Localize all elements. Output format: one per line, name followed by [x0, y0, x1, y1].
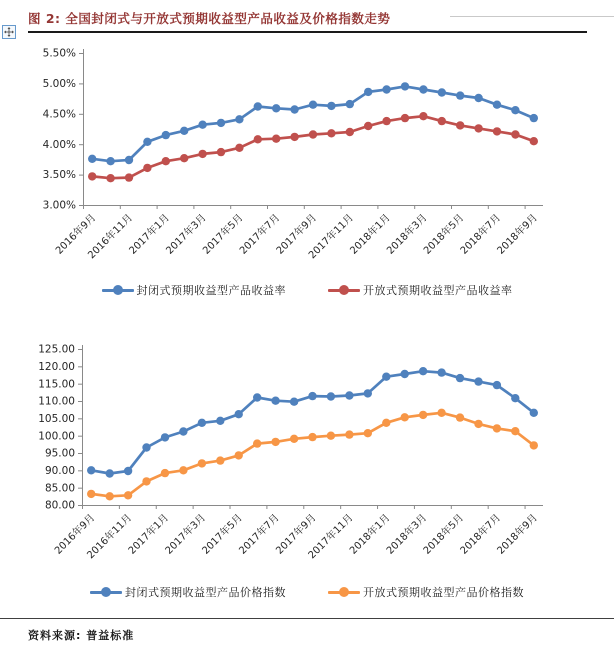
- data-point-marker: [382, 85, 390, 93]
- closed-price-marker-icon: [90, 591, 122, 594]
- data-point-marker: [309, 101, 317, 109]
- x-tick-label: 2017年3月: [164, 212, 209, 257]
- axes: [82, 345, 543, 506]
- data-point-marker: [382, 373, 390, 381]
- data-point-marker: [364, 88, 372, 96]
- data-point-marker: [179, 427, 187, 435]
- data-point-marker: [106, 174, 114, 182]
- data-point-marker: [437, 368, 445, 376]
- data-point-marker: [216, 456, 224, 464]
- x-tick-label: 2017年9月: [274, 512, 319, 557]
- open-price-marker-icon: [328, 591, 360, 594]
- y-tick-label: 85.00: [44, 482, 75, 495]
- data-point-marker: [235, 144, 243, 152]
- page-title: 图 2: 全国封闭式与开放式预期收益型产品收益及价格指数走势: [28, 11, 391, 26]
- data-point-marker: [511, 394, 519, 402]
- data-point-marker: [308, 433, 316, 441]
- x-tick-label: 2017年11月: [306, 212, 356, 262]
- data-point-marker: [162, 157, 170, 165]
- x-tick-label: 2018年9月: [495, 212, 540, 257]
- data-point-marker: [179, 466, 187, 474]
- closed-yield-marker-icon: [102, 289, 134, 292]
- series-0: [88, 82, 538, 165]
- data-point-marker: [437, 409, 445, 417]
- data-point-marker: [308, 392, 316, 400]
- y-tick-label: 90.00: [44, 464, 75, 477]
- legend-item-closed-yield: [102, 282, 287, 298]
- legend-label: 封闭式预期收益型产品收益率: [136, 284, 286, 297]
- data-point-marker: [272, 135, 280, 143]
- data-point-marker: [327, 432, 335, 440]
- data-point-marker: [346, 100, 354, 108]
- data-point-marker: [364, 429, 372, 437]
- data-point-marker: [493, 424, 501, 432]
- data-point-marker: [235, 451, 243, 459]
- y-tick-label: 4.00%: [42, 138, 76, 151]
- data-point-marker: [235, 410, 243, 418]
- y-tick-label: 4.50%: [42, 108, 76, 121]
- data-point-marker: [125, 156, 133, 164]
- data-point-marker: [530, 137, 538, 145]
- data-point-marker: [217, 119, 225, 127]
- data-point-marker: [106, 469, 114, 477]
- data-point-marker: [216, 417, 224, 425]
- data-point-marker: [456, 374, 464, 382]
- data-point-marker: [345, 430, 353, 438]
- y-tick-label: 5.50%: [42, 47, 76, 60]
- data-point-marker: [419, 367, 427, 375]
- data-point-marker: [254, 135, 262, 143]
- data-point-marker: [382, 117, 390, 125]
- data-point-marker: [530, 409, 538, 417]
- data-point-marker: [106, 157, 114, 165]
- y-tick-label: 5.00%: [42, 78, 76, 90]
- data-point-marker: [474, 420, 482, 428]
- data-point-marker: [401, 370, 409, 378]
- data-point-marker: [456, 121, 464, 129]
- data-point-marker: [162, 131, 170, 139]
- data-point-marker: [142, 477, 150, 485]
- footer-divider: [0, 618, 614, 619]
- y-tick-label: 95.00: [44, 447, 75, 460]
- data-point-marker: [493, 127, 501, 135]
- legend-label: 开放式预期收益型产品收益率: [363, 284, 513, 297]
- data-point-marker: [290, 398, 298, 406]
- x-tick-label: 2018年5月: [421, 212, 467, 257]
- data-point-marker: [271, 438, 279, 446]
- legend-label: 开放式预期收益型产品价格指数: [363, 586, 524, 599]
- data-point-marker: [474, 94, 482, 102]
- x-tick-label: 2018年5月: [421, 512, 467, 557]
- data-point-marker: [290, 435, 298, 443]
- source-label: 资料来源: 普益标准: [28, 629, 135, 642]
- data-point-marker: [88, 155, 96, 163]
- data-point-marker: [290, 105, 298, 113]
- data-point-marker: [401, 114, 409, 122]
- y-tick-label: 3.50%: [42, 169, 76, 182]
- data-point-marker: [254, 102, 262, 110]
- yield-chart-legend: [60, 282, 554, 298]
- data-point-marker: [511, 106, 519, 114]
- data-point-marker: [346, 128, 354, 136]
- x-tick-label: 2018年7月: [458, 512, 504, 557]
- data-point-marker: [198, 121, 206, 129]
- data-point-marker: [327, 102, 335, 110]
- data-point-marker: [180, 154, 188, 162]
- data-point-marker: [419, 112, 427, 120]
- data-point-marker: [456, 91, 464, 99]
- data-point-marker: [493, 101, 501, 109]
- data-point-marker: [438, 117, 446, 125]
- data-point-marker: [272, 104, 280, 112]
- x-tick-label: 2017年1月: [126, 512, 172, 557]
- legend-item-closed-price: [90, 584, 286, 600]
- yield-chart: [43, 48, 543, 262]
- y-tick-label: 110.00: [38, 395, 75, 408]
- y-tick-label: 120.00: [38, 360, 75, 373]
- data-point-marker: [87, 490, 95, 498]
- data-point-marker: [143, 164, 151, 172]
- data-point-marker: [124, 491, 132, 499]
- data-point-marker: [474, 124, 482, 132]
- data-point-marker: [87, 466, 95, 474]
- x-tick-label: 2017年3月: [163, 512, 209, 557]
- data-point-marker: [401, 413, 409, 421]
- x-tick-label: 2017年7月: [237, 212, 283, 257]
- x-tick-label: 2017年11月: [306, 512, 356, 562]
- x-tick-label: 2016年9月: [52, 512, 98, 557]
- data-point-marker: [124, 467, 132, 475]
- data-point-marker: [253, 393, 261, 401]
- legend-item-open-yield: [328, 282, 513, 298]
- data-point-marker: [290, 133, 298, 141]
- x-tick-label: 2016年11月: [86, 212, 136, 262]
- data-point-marker: [198, 150, 206, 158]
- data-point-marker: [198, 459, 206, 467]
- x-tick-label: 2017年1月: [127, 212, 172, 257]
- x-tick-label: 2017年5月: [201, 212, 246, 257]
- data-point-marker: [345, 391, 353, 399]
- data-point-marker: [530, 441, 538, 449]
- series-1: [88, 112, 538, 182]
- y-tick-label: 105.00: [38, 412, 75, 425]
- data-point-marker: [474, 377, 482, 385]
- x-tick-label: 2018年1月: [348, 212, 393, 257]
- data-point-marker: [364, 389, 372, 397]
- data-point-marker: [419, 411, 427, 419]
- data-point-marker: [106, 492, 114, 500]
- data-point-marker: [253, 439, 261, 447]
- open-yield-marker-icon: [328, 289, 360, 292]
- y-tick-label: 80.00: [44, 499, 75, 512]
- x-tick-label: 2017年5月: [200, 512, 245, 557]
- y-tick-label: 125.00: [38, 343, 75, 356]
- data-point-marker: [125, 173, 133, 181]
- data-point-marker: [511, 130, 519, 138]
- data-point-marker: [142, 443, 150, 451]
- data-point-marker: [88, 172, 96, 180]
- x-tick-label: 2018年3月: [385, 212, 430, 257]
- x-tick-label: 2018年7月: [458, 212, 504, 257]
- data-point-marker: [327, 392, 335, 400]
- x-tick-label: 2018年9月: [495, 512, 540, 557]
- data-point-marker: [198, 419, 206, 427]
- data-point-marker: [493, 381, 501, 389]
- data-point-marker: [456, 413, 464, 421]
- data-point-marker: [382, 419, 390, 427]
- x-tick-label: 2016年11月: [85, 512, 135, 562]
- data-point-marker: [271, 397, 279, 405]
- series-1: [87, 409, 538, 501]
- data-point-marker: [161, 469, 169, 477]
- data-point-marker: [401, 82, 409, 90]
- data-point-marker: [235, 115, 243, 123]
- data-point-marker: [364, 122, 372, 130]
- y-tick-label: 100.00: [38, 430, 75, 443]
- legend-item-open-price: [328, 584, 524, 600]
- data-point-marker: [530, 114, 538, 122]
- y-tick-label: 115.00: [38, 378, 75, 391]
- data-point-marker: [143, 138, 151, 146]
- y-tick-label: 3.00%: [42, 199, 76, 212]
- data-point-marker: [217, 148, 225, 156]
- x-tick-label: 2017年7月: [237, 512, 282, 557]
- data-point-marker: [419, 85, 427, 93]
- data-point-marker: [438, 88, 446, 96]
- data-point-marker: [180, 127, 188, 135]
- data-point-marker: [161, 433, 169, 441]
- legend-label: 封闭式预期收益型产品价格指数: [125, 586, 286, 599]
- x-tick-label: 2016年9月: [53, 212, 99, 257]
- price-index-chart: [38, 344, 543, 562]
- x-tick-label: 2018年3月: [384, 512, 430, 557]
- price-index-chart-legend: [60, 584, 554, 600]
- x-tick-label: 2017年9月: [274, 212, 320, 257]
- data-point-marker: [327, 129, 335, 137]
- x-tick-label: 2018年1月: [348, 512, 393, 557]
- data-point-marker: [511, 427, 519, 435]
- data-point-marker: [309, 130, 317, 138]
